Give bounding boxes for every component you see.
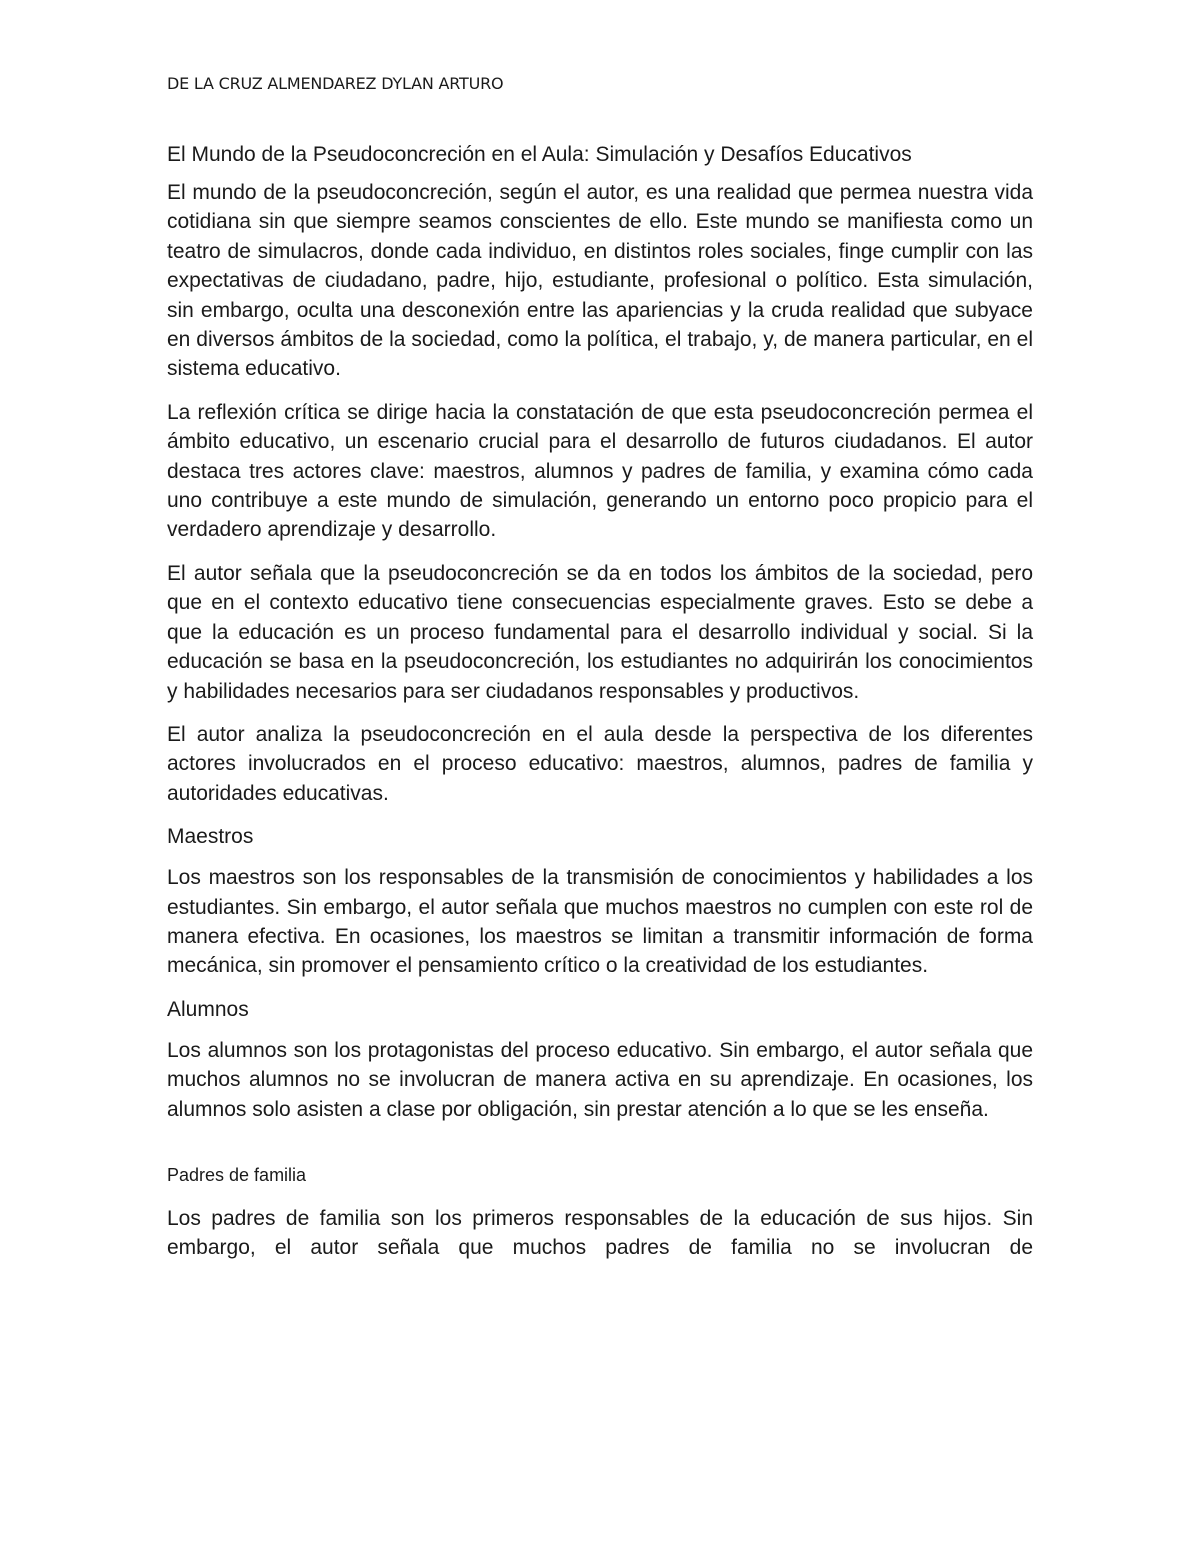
section-text-alumnos: Los alumnos son los protagonistas del proceso educativo. Sin embargo, el autor señala que muchos alumnos no se involucran de manera activa en su aprendizaje. En ocasiones, los alumnos solo asisten a clase por obligación, sin prestar atención a lo que se les enseña. — [167, 1038, 1033, 1121]
section-heading-maestros: Maestros — [167, 825, 254, 849]
section-text-padres: Los padres de familia son los primeros responsables de la educación de sus hijos. Sin embargo, el autor señala que muchos padres de familia no se involucran de — [167, 1206, 1033, 1260]
document-page — [167, 72, 1033, 1277]
section-text-maestros: Los maestros son los responsables de la transmisión de conocimientos y habilidades a los estudiantes. Sin embargo, el autor señala que muchos maestros no cumplen con este rol de manera efectiva. En ocasiones, los maestros se limitan a transmitir información de forma mecánica, sin promover el pensamiento crítico o la creatividad de los estudiantes. — [167, 866, 1033, 978]
section-heading-padres: Padres de familia — [167, 1164, 307, 1185]
document-title: El Mundo de la Pseudoconcreción en el Aula: Simulación y Desafíos Educativos — [167, 143, 912, 166]
paragraph-intro-4: El autor analiza la pseudoconcreción en el aula desde la perspectiva de los diferentes actores involucrados en el proceso educativo: maestros, alumnos, padres de familia y autoridades educativas. — [167, 722, 1033, 805]
author-name: DE LA CRUZ ALMENDAREZ DYLAN ARTURO — [167, 74, 504, 93]
paragraph-intro-3: El autor señala que la pseudoconcreción se da en todos los ámbitos de la sociedad, pero que en el contexto educativo tiene consecuencias especialmente graves. Esto se debe a que la educación es un proceso fundamental para el desarrollo individual y social. Si la educación se basa en la pseudoconcreción, los estudiantes no adquirirán los conocimientos y habilidades necesarios para ser ciudadanos responsables y productivos. — [167, 561, 1033, 703]
section-heading-alumnos: Alumnos — [167, 997, 249, 1021]
paragraph-intro-1: El mundo de la pseudoconcreción, según el autor, es una realidad que permea nuestra vida cotidiana sin que siempre seamos conscientes de ello. Este mundo se manifiesta como un teatro de simulacros, donde cada individuo, en distintos roles sociales, finge cumplir con las expectativas de ciudadano, padre, hijo, estudiante, profesional o político. Esta simulación, sin embargo, oculta una desconexión entre las apariencias y la cruda realidad que subyace en diversos ámbitos de la sociedad, como la política, el trabajo, y, de manera particular, en el sistema educativo. — [167, 181, 1033, 381]
paragraph-intro-2: La reflexión crítica se dirige hacia la constatación de que esta pseudoconcreción permea el ámbito educativo, un escenario crucial para el desarrollo de futuros ciudadanos. El autor destaca tres actores clave: maestros, alumnos y padres de familia, y examina cómo cada uno contribuye a este mundo de simulación, generando un entorno poco propicio para el verdadero aprendizaje y desarrollo. — [167, 400, 1033, 542]
